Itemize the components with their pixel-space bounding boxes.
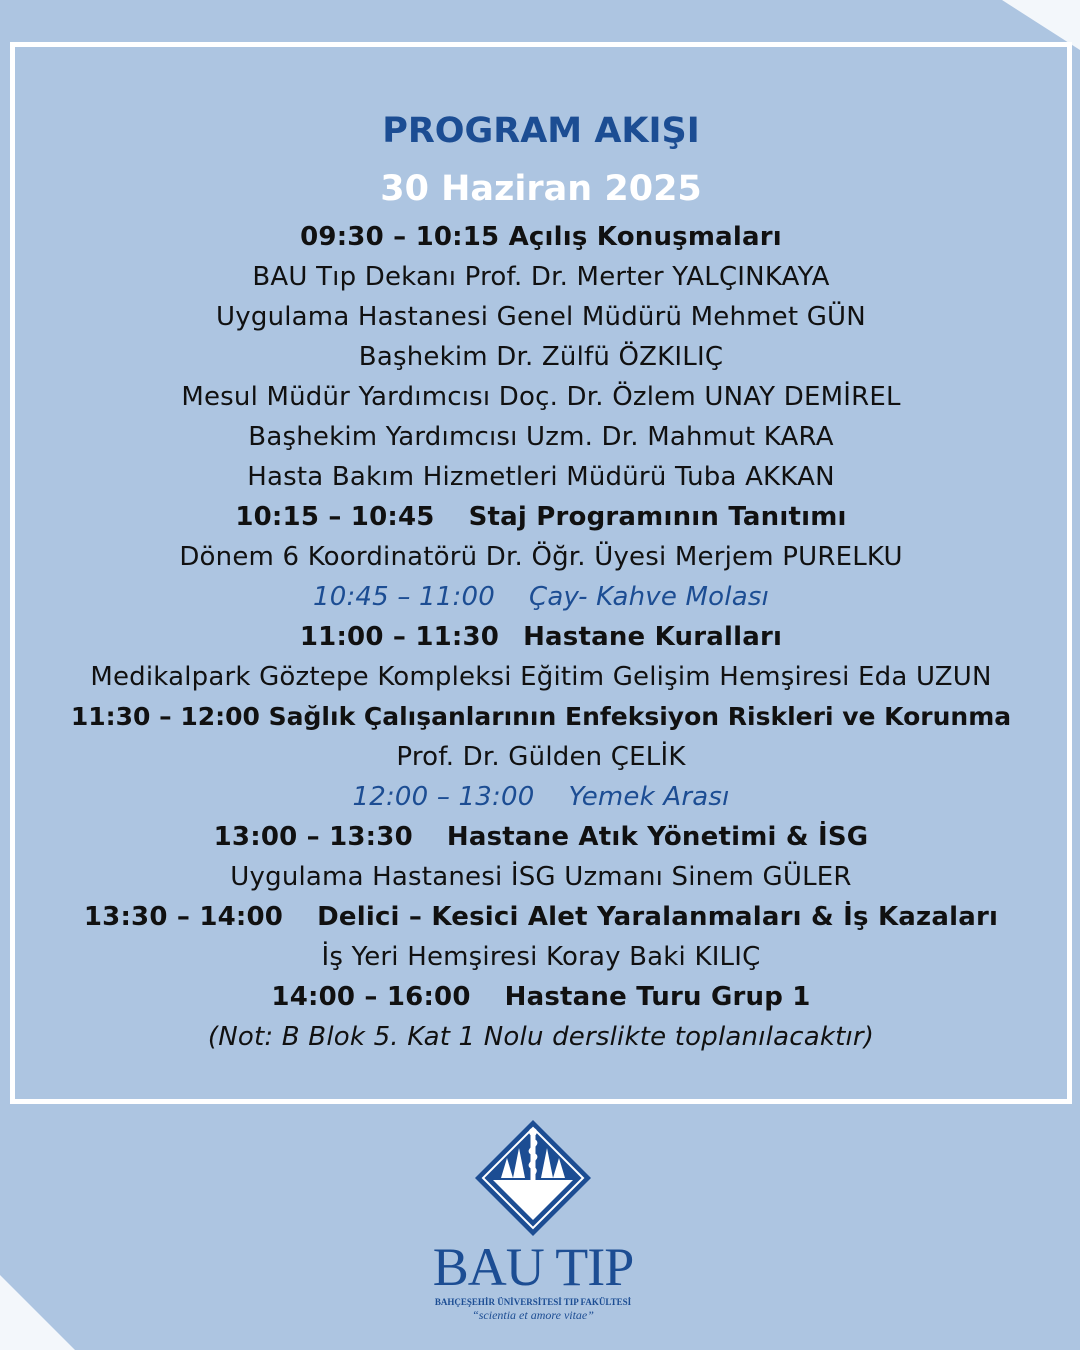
session-time: 11:00 – 11:30 — [299, 622, 500, 652]
session-title: Hastane Kuralları — [523, 622, 783, 652]
session-heading — [15, 217, 1067, 257]
logo-motto: “scientia et amore vitae” — [472, 1308, 594, 1322]
bau-tip-logo — [428, 1118, 638, 1328]
session-title: Delici – Kesici Alet Yaralanmaları & İş Kazaları — [317, 902, 999, 932]
speaker: Medikalpark Göztepe Kompleksi Eğitim Gelişim Hemşiresi Eda UZUN — [90, 662, 992, 692]
session-heading — [15, 617, 1067, 657]
speaker: Başhekim Dr. Zülfü ÖZKILIÇ — [358, 342, 724, 372]
speaker: Uygulama Hastanesi Genel Müdürü Mehmet GÜN — [216, 302, 866, 332]
program-frame — [10, 42, 1072, 1104]
session-time: 11:30 – 12:00 — [70, 702, 260, 731]
speaker: Hasta Bakım Hizmetleri Müdürü Tuba AKKAN — [247, 462, 835, 492]
caduceus-emblem-icon — [473, 1118, 593, 1238]
speaker: Prof. Dr. Gülden ÇELİK — [396, 742, 686, 772]
break-time: 12:00 – 13:00 — [352, 782, 535, 812]
session-time: 10:15 – 10:45 — [235, 502, 435, 532]
session-heading — [15, 497, 1067, 537]
session-heading — [15, 817, 1067, 857]
event-date: 30 Haziran 2025 — [380, 169, 702, 209]
session-title: Hastane Atık Yönetimi & İSG — [446, 822, 869, 852]
session-title: Hastane Turu Grup 1 — [504, 982, 811, 1012]
speaker: Dönem 6 Koordinatörü Dr. Öğr. Üyesi Merjem PURELKU — [179, 542, 903, 572]
speaker: BAU Tıp Dekanı Prof. Dr. Merter YALÇINKAYA — [252, 262, 830, 292]
session-time: 09:30 – 10:15 — [300, 222, 500, 252]
speaker: İş Yeri Hemşiresi Koray Baki KILIÇ — [321, 942, 761, 972]
session-time: 13:30 – 14:00 — [83, 902, 284, 932]
session-heading — [15, 697, 1067, 737]
session-time: 14:00 – 16:00 — [271, 982, 471, 1012]
speaker: Başhekim Yardımcısı Uzm. Dr. Mahmut KARA — [248, 422, 834, 452]
break-title: Çay- Kahve Molası — [528, 582, 770, 612]
corner-decoration-bottom-left — [0, 1275, 75, 1350]
session-time: 13:00 – 13:30 — [213, 822, 413, 852]
program-content — [15, 107, 1067, 1057]
session-title: Sağlık Çalışanlarının Enfeksiyon Riskleri ve Korunma — [268, 702, 1012, 731]
location-note: (Not: B Blok 5. Kat 1 Nolu derslikte toplanılacaktır) — [207, 1022, 875, 1052]
session-heading — [15, 977, 1067, 1017]
session-heading — [15, 897, 1067, 937]
logo-subtitle: BAHÇEŞEHİR ÜNİVERSİTESİ TIP FAKÜLTESİ — [434, 1297, 632, 1307]
logo-wordmark: BAU TIP — [432, 1237, 634, 1297]
speaker: Uygulama Hastanesi İSG Uzmanı Sinem GÜLER — [230, 862, 852, 892]
break-item — [15, 577, 1067, 617]
speaker: Mesul Müdür Yardımcısı Doç. Dr. Özlem UNAY DEMİREL — [181, 382, 901, 412]
page-title: PROGRAM AKIŞI — [382, 111, 700, 151]
session-title: Açılış Konuşmaları — [508, 222, 782, 252]
session-title: Staj Programının Tanıtımı — [468, 502, 847, 532]
break-title: Yemek Arası — [568, 782, 730, 812]
break-item — [15, 777, 1067, 817]
break-time: 10:45 – 11:00 — [312, 582, 495, 612]
